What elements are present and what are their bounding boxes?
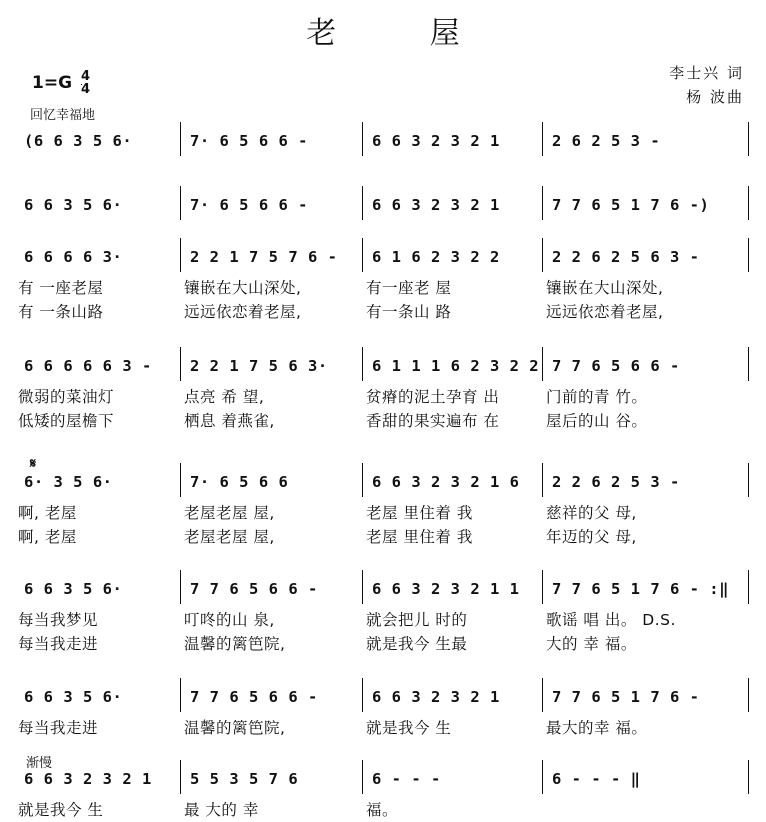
measure-notes: 6 6 3 2 3 2 1	[372, 132, 500, 150]
measure-notes: 7· 6 5 6 6 -	[190, 196, 308, 214]
lyric-verse-1: 门前的青 竹。	[546, 388, 648, 406]
bar-line	[362, 122, 363, 156]
song-title: 老 屋	[306, 16, 502, 51]
bar-line	[180, 463, 181, 497]
lyric-verse-2: 每当我走进	[18, 635, 99, 653]
measure-notes: 6· 3 5 6·	[24, 473, 113, 491]
measure-notes: 7 7 6 5 6 6 -	[190, 580, 318, 598]
measure-notes: 6 6 3 2 3 2 1	[24, 770, 152, 788]
lyric-verse-1: 老屋 里住着 我	[366, 504, 473, 522]
bar-line	[362, 678, 363, 712]
measure-notes: 7· 6 5 6 6 -	[190, 132, 308, 150]
bar-line	[542, 760, 543, 794]
key-label: 1=G	[32, 73, 73, 93]
lyric-verse-1: 最大的幸 福。	[546, 719, 648, 737]
lyric-verse-2: 有 一条山路	[18, 303, 104, 321]
bar-line	[542, 570, 543, 604]
lyric-verse-1: 微弱的菜油灯	[18, 388, 115, 406]
lyric-verse-1: 点亮 希 望,	[184, 388, 265, 406]
bar-line	[748, 760, 749, 794]
measure-notes: 7· 6 5 6 6	[190, 473, 289, 491]
bar-line	[362, 347, 363, 381]
lyric-verse-2: 老屋 里住着 我	[366, 528, 473, 546]
measure-notes: 2 6 2 5 3 -	[552, 132, 661, 150]
lyric-verse-2: 温馨的篱笆院,	[184, 635, 286, 653]
lyric-verse-1: 每当我走进	[18, 719, 99, 737]
lyric-verse-2: 就是我今 生最	[366, 635, 468, 653]
measure-notes: 2 2 1 7 5 7 6 -	[190, 248, 338, 266]
measure-notes: 7 7 6 5 6 6 -	[190, 688, 318, 706]
segno-sign: 𝄋	[30, 456, 37, 472]
bar-line	[542, 122, 543, 156]
time-top: 4	[80, 69, 90, 84]
bar-line	[180, 678, 181, 712]
bar-line	[180, 238, 181, 272]
bar-line	[542, 238, 543, 272]
measure-notes: 6 - - -	[372, 770, 441, 788]
measure-notes: (6 6 3 5 6·	[24, 132, 133, 150]
lyric-verse-1: 就会把儿 时的	[366, 611, 468, 629]
bar-line	[180, 122, 181, 156]
measure-notes: 6 1 6 2 3 2 2	[372, 248, 500, 266]
lyric-verse-1: 老屋老屋 屋,	[184, 504, 275, 522]
measure-notes: 6 6 3 2 3 2 1 1	[372, 580, 520, 598]
bar-line	[362, 186, 363, 220]
lyric-verse-2: 低矮的屋檐下	[18, 412, 115, 430]
lyric-verse-1: 有 一座老屋	[18, 279, 104, 297]
lyric-verse-2: 远远依恋着老屋,	[546, 303, 664, 321]
lyric-verse-1: 镶嵌在大山深处,	[184, 279, 302, 297]
bar-line	[362, 238, 363, 272]
lyricist-credit: 李士兴 词	[669, 64, 744, 82]
lyric-verse-1: 最 大的 幸	[184, 801, 259, 819]
bar-line	[748, 238, 749, 272]
bar-line	[180, 347, 181, 381]
lyric-verse-1: 歌谣 唱 出。 D.S.	[546, 611, 676, 629]
measure-notes: 5 5 3 5 7 6	[190, 770, 299, 788]
bar-line	[748, 570, 749, 604]
composer-credit: 杨 波曲	[686, 88, 744, 106]
measure-notes: 6 6 3 2 3 2 1	[372, 688, 500, 706]
bar-line	[362, 760, 363, 794]
lyric-verse-1: 有一座老 屋	[366, 279, 452, 297]
lyric-verse-2: 香甜的果实遍布 在	[366, 412, 500, 430]
lyric-verse-2: 远远依恋着老屋,	[184, 303, 302, 321]
bar-line	[542, 463, 543, 497]
time-bottom: 4	[80, 82, 90, 97]
bar-line	[748, 463, 749, 497]
lyric-verse-1: 就是我今 生	[18, 801, 104, 819]
bar-line	[180, 570, 181, 604]
measure-notes: 7 7 6 5 1 7 6 -	[552, 688, 700, 706]
measure-notes: 6 6 3 5 6·	[24, 580, 123, 598]
measure-notes: 2 2 6 2 5 3 -	[552, 473, 680, 491]
lyric-verse-1: 叮咚的山 泉,	[184, 611, 275, 629]
bar-line	[180, 760, 181, 794]
measure-notes: 6 - - - ‖	[552, 770, 641, 788]
measure-notes: 2 2 6 2 5 6 3 -	[552, 248, 700, 266]
measure-notes: 7 7 6 5 6 6 -	[552, 357, 680, 375]
lyric-verse-1: 每当我梦见	[18, 611, 99, 629]
expression-mark: 回忆幸福地	[30, 108, 96, 123]
lyric-verse-1: 温馨的篱笆院,	[184, 719, 286, 737]
measure-notes: 6 6 6 6 6 3 -	[24, 357, 152, 375]
measure-notes: 6 6 3 2 3 2 1	[372, 196, 500, 214]
measure-notes: 6 6 6 6 3·	[24, 248, 123, 266]
lyric-verse-2: 老屋老屋 屋,	[184, 528, 275, 546]
bar-line	[542, 186, 543, 220]
bar-line	[542, 678, 543, 712]
measure-notes: 6 6 3 5 6·	[24, 196, 123, 214]
lyric-verse-1: 福。	[366, 801, 399, 819]
measure-notes: 6 6 3 5 6·	[24, 688, 123, 706]
lyric-verse-2: 屋后的山 谷。	[546, 412, 648, 430]
lyric-verse-2: 有一条山 路	[366, 303, 452, 321]
lyric-verse-1: 慈祥的父 母,	[546, 504, 637, 522]
lyric-verse-2: 栖息 着燕雀,	[184, 412, 275, 430]
measure-notes: 7 7 6 5 1 7 6 -)	[552, 196, 710, 214]
lyric-verse-2: 啊, 老屋	[18, 528, 77, 546]
bar-line	[542, 347, 543, 381]
measure-notes: 2 2 1 7 5 6 3·	[190, 357, 328, 375]
bar-line	[180, 186, 181, 220]
bar-line	[748, 347, 749, 381]
bar-line	[362, 570, 363, 604]
lyric-verse-1: 镶嵌在大山深处,	[546, 279, 664, 297]
tempo-mark: 渐慢	[26, 756, 53, 771]
measure-notes: 6 6 3 2 3 2 1 6	[372, 473, 520, 491]
bar-line	[748, 186, 749, 220]
measure-notes: 7 7 6 5 1 7 6 - :‖	[552, 580, 729, 598]
bar-line	[748, 678, 749, 712]
lyric-verse-2: 大的 幸 福。	[546, 635, 637, 653]
bar-line	[362, 463, 363, 497]
lyric-verse-1: 就是我今 生	[366, 719, 452, 737]
measure-notes: 6 1 1 1 6 2 3 2 2	[372, 357, 540, 375]
bar-line	[748, 122, 749, 156]
lyric-verse-1: 贫瘠的泥土孕育 出	[366, 388, 500, 406]
lyric-verse-1: 啊, 老屋	[18, 504, 77, 522]
lyric-verse-2: 年迈的父 母,	[546, 528, 637, 546]
